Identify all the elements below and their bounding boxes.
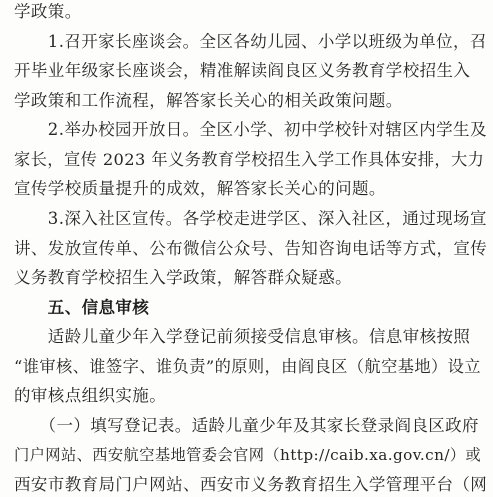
text-line: 宣传学校质量提升的成效，解答家长关心的问题。	[14, 179, 386, 199]
section-heading: 五、信息审核	[14, 297, 150, 317]
text-line: 家长，宣传 2023 年义务教育学校招生入学工作具体安排，大力	[14, 149, 485, 169]
text-line: 学政策和工作流程，解答家长关心的相关政策问题。	[14, 90, 403, 110]
text-line: 1.召开家长座谈会。全区各幼儿园、小学以班级为单位，召	[14, 31, 487, 51]
text-line: 西安市教育局门户网站、西安市义务教育招生入学管理平台（网	[14, 475, 488, 494]
text-line: “谁审核、谁签字、谁负责”的原则，由阎良区（航空基地）设立	[14, 356, 481, 376]
text-line: 3.深入社区宣传。各学校走进学区、深入社区，通过现场宣	[14, 208, 487, 228]
text-line: 2.举办校园开放日。全区小学、初中学校针对辖区内学生及	[14, 120, 487, 140]
text-line: 适龄儿童少年入学登记前须接受信息审核。信息审核按照	[14, 327, 471, 347]
text-line: 学政策。	[14, 2, 82, 21]
text-line: （一）填写登记表。适龄儿童少年及其家长登录阎良区政府	[14, 415, 479, 435]
text-line: 义务教育学校招生入学政策，解答群众疑惑。	[14, 268, 352, 288]
text-line: 的审核点组织实施。	[14, 386, 167, 406]
text-line: 讲、发放宣传单、公布微信公众号、告知咨询电话等方式，宣传	[14, 238, 488, 258]
text-line: 门户网站、西安航空基地管委会官网（http://caib.xa.gov.cn/）或	[14, 446, 482, 465]
text-line: 开毕业年级家长座谈会，精准解读阎良区义务教育学校招生入	[14, 61, 471, 81]
